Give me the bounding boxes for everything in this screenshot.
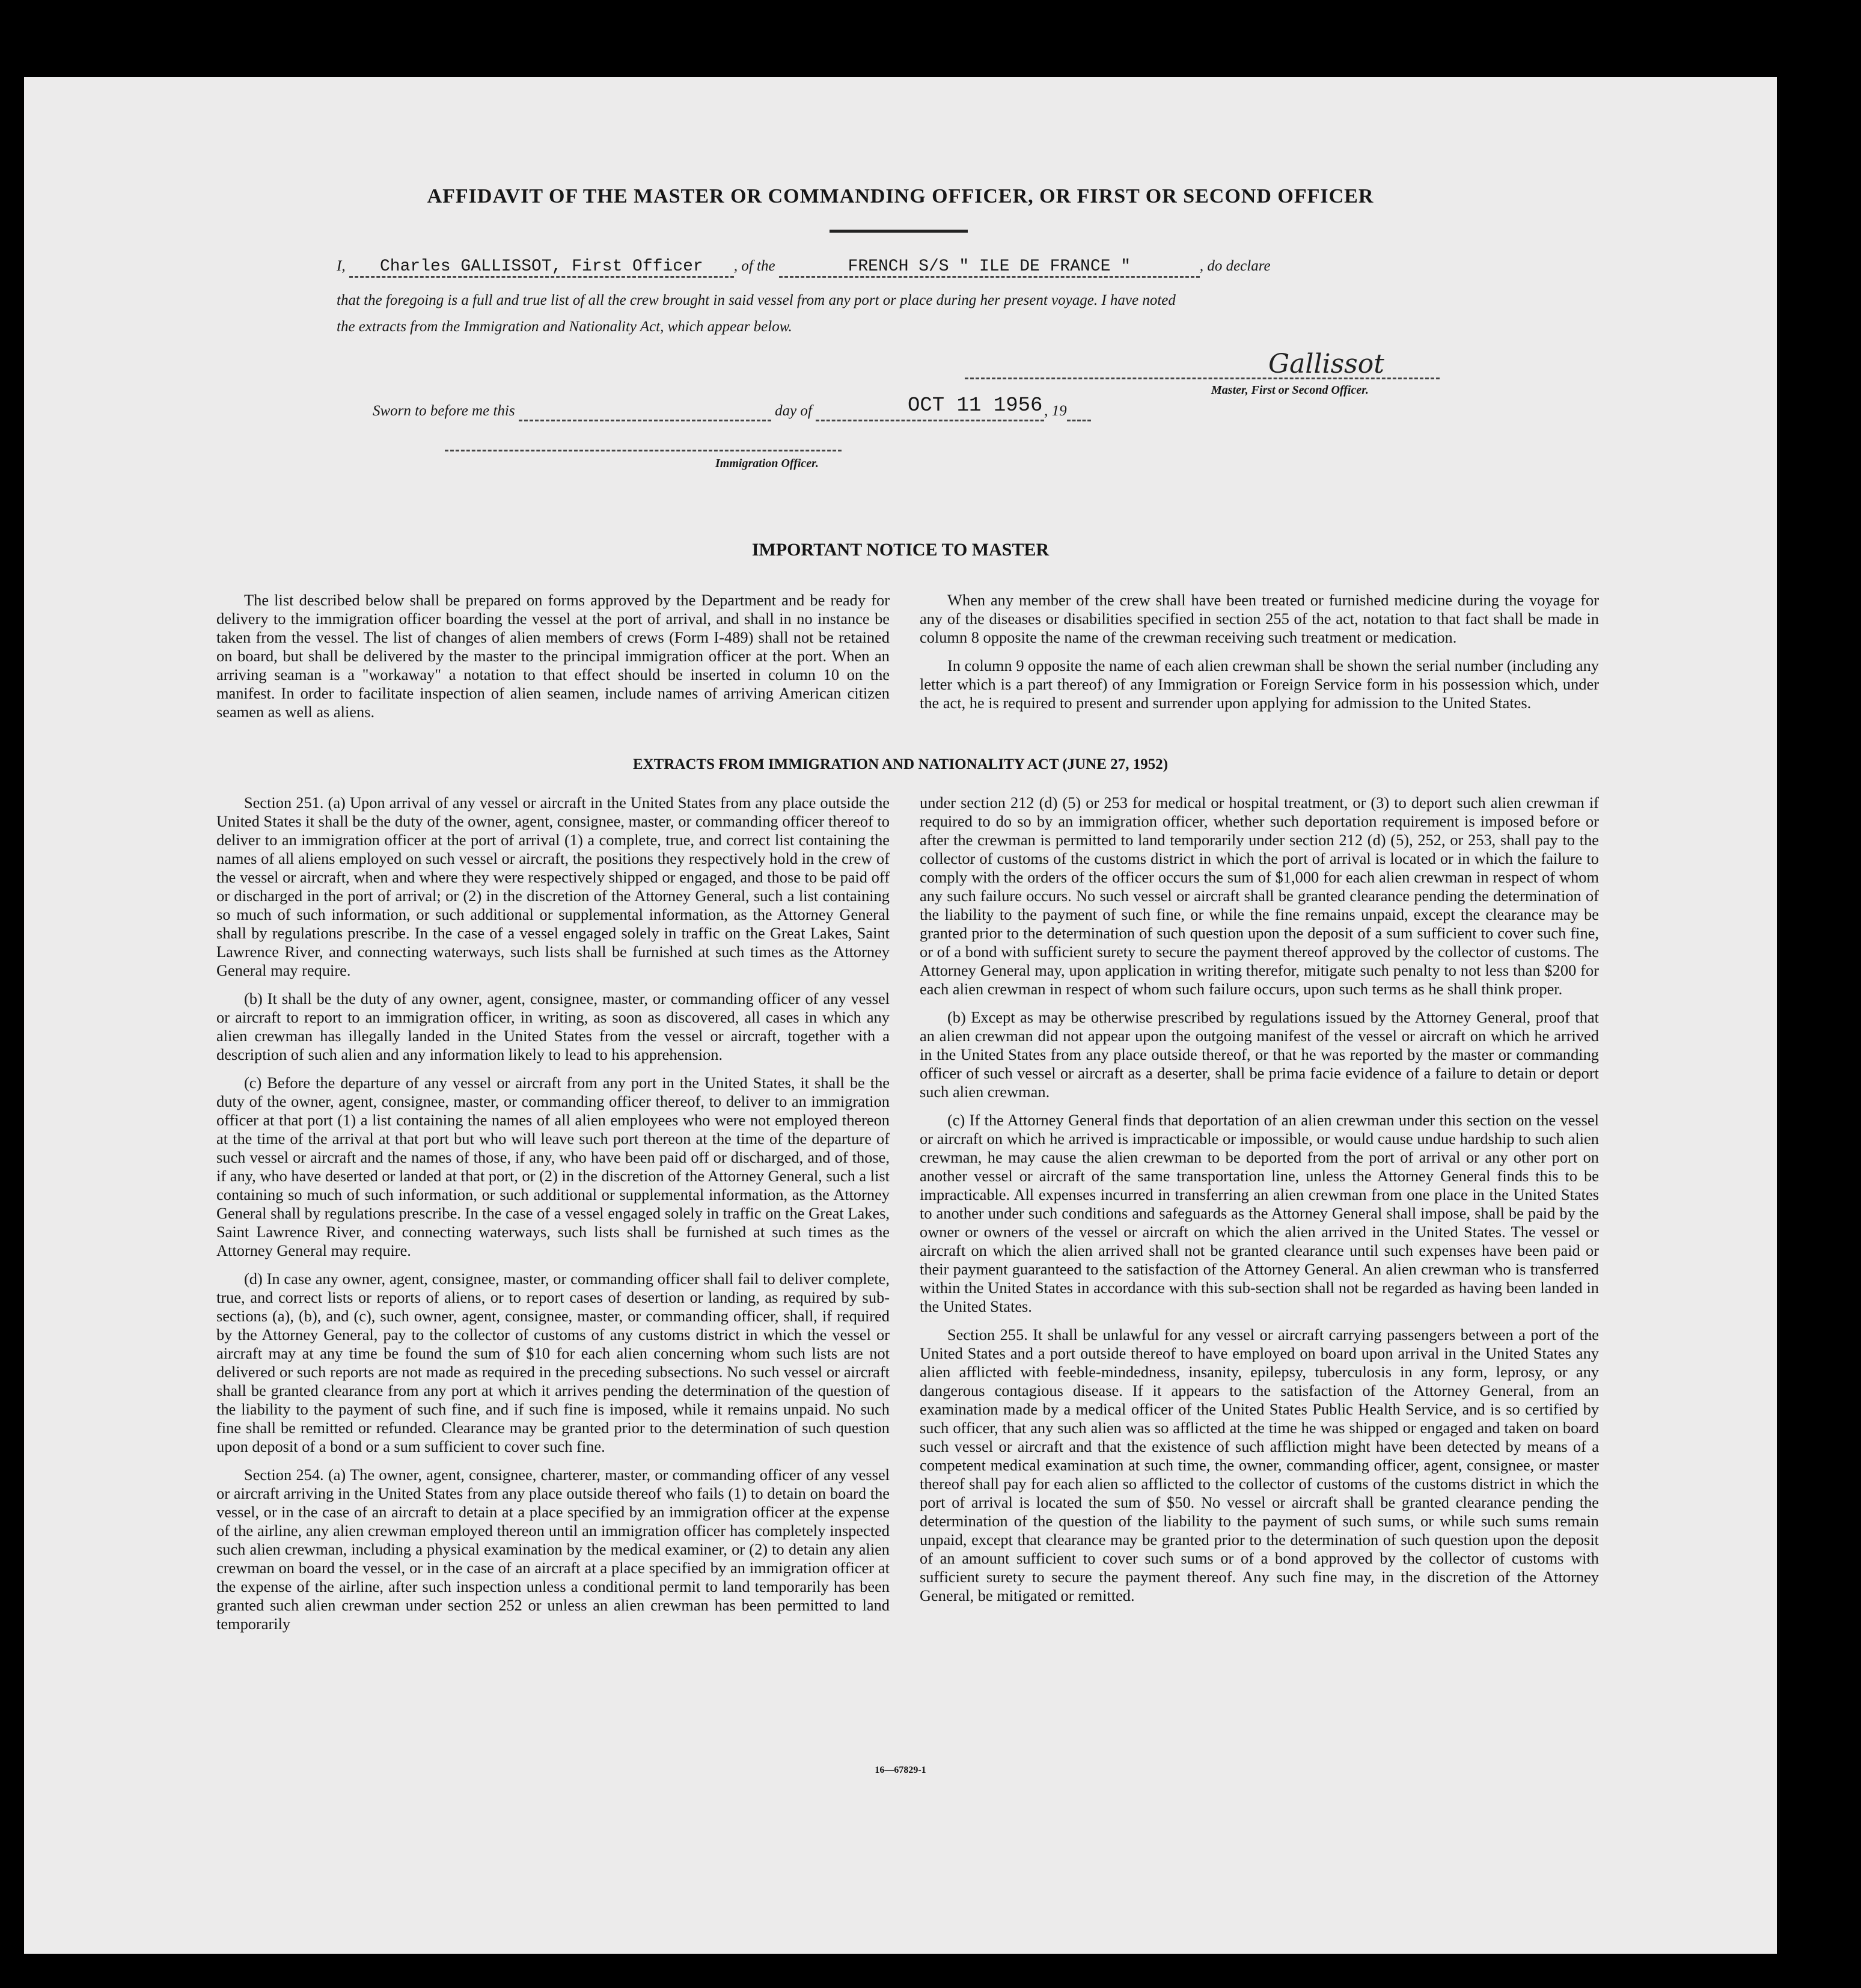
signature-caption: Master, First or Second Officer. (1211, 384, 1369, 397)
section-251-b: (b) It shall be the duty of any owner, agent, consignee, master, or commanding officer of any vessel or aircraft to report to an immigration officer, in writing, as soon as discovered, all cases in which any alien crewman has illegally landed in the United States from the vessel or aircraft, together with a description of such alien and any information likely to lead to his apprehension. (216, 989, 890, 1063)
sworn-year-blank (1067, 403, 1091, 421)
extracts-heading: EXTRACTS FROM IMMIGRATION AND NATIONALITY ACT (JUNE 27, 1952) (632, 756, 1169, 772)
officer-signature: Gallissot (1268, 349, 1384, 379)
extracts-left-column (216, 794, 890, 1643)
sworn-day-of: day of (775, 403, 812, 419)
section-254-a-continued: under section 212 (d) (5) or 253 for medical or hospital treatment, or (3) to deport such alien crewman if required to do so by an immigration officer, whether such deportation requirement is imposed before or after the crewman is permitted to land temporarily under section 212 (d) (5), 252, or 253, shall pay to the collector of customs of the customs district in which the port of arrival is located or in which the failure to comply with the orders of the officer occurs the sum of $1,000 for each alien crewman in respect of whom any such failure occurs. No such vessel or aircraft shall be granted clearance pending the determination of the liability to the payment of such fine, or while the fine remains unpaid, except the clearance may be granted prior to the determination of such question upon the deposit of a sum sufficient to cover such fine, or of a bond with sufficient surety to secure the payment thereof approved by the collector of customs. The Attorney General may, upon application in writing therefor, mitigate such penalty to not less than $200 for each alien crewman in respect of whom such failure occurs, upon such terms as he shall think proper. (920, 794, 1599, 998)
declaration-do-declare: , do declare (1199, 258, 1271, 274)
declaration-of-the: , of the (733, 258, 775, 274)
document-title: AFFIDAVIT OF THE MASTER OR COMMANDING OFFICER, OR FIRST OR SECOND OFFICER (427, 185, 1374, 207)
immigration-officer-label: Immigration Officer. (715, 457, 819, 470)
extracts-right-column (920, 794, 1599, 1615)
date-stamp: OCT 11 1956 (908, 394, 1043, 417)
sworn-year-prefix: , 19 (1044, 403, 1067, 419)
sworn-day-blank (519, 403, 771, 421)
declarant-name: Charles GALLISSOT, First Officer (349, 257, 734, 278)
immigration-officer-line (445, 450, 842, 451)
declaration-prefix: I, (337, 258, 346, 274)
declaration-line-3: the extracts from the Immigration and Nationality Act, which appear below. (337, 319, 792, 335)
notice-right-paragraph-2: In column 9 opposite the name of each alien crewman shall be shown the serial number (including any letter which is a part thereof) of any Immigration or Foreign Service form in his possession which, under the act, he is required to present and surrender upon applying for admission to the United States. (920, 656, 1599, 712)
document-sheet (24, 77, 1777, 1954)
section-254-c: (c) If the Attorney General finds that deportation of an alien crewman under this section on the vessel or aircraft on which he arrived is impracticable or impossible, or would cause undue hardship to such alien crewman, he may cause the alien crewman to be deported from the port of arrival or any other port on another vessel or aircraft of the same transportation line, unless the Attorney General finds this to be impracticable. All expenses incurred in transferring an alien crewman from one place in the United States to another under such conditions and safeguards as the Attorney General shall impose, shall be paid by the owner or owners of the vessel or aircraft on which the alien arrived in the United States. The vessel or aircraft on which the alien arrived shall not be granted clearance until such expenses have been paid or their payment guaranteed to the satisfaction of the Attorney General. An alien crewman who is transferred within the United States in accordance with this sub-section shall not be regarded as having been landed in the United States. (920, 1111, 1599, 1315)
section-255: Section 255. It shall be unlawful for any vessel or aircraft carrying passengers between a port of the United States and a port outside thereof to have employed on board upon arrival in the United States any alien afflicted with feeble-mindedness, insanity, epilepsy, tuberculosis in any form, leprosy, or any dangerous contagious disease. If it appears to the satisfaction of the Attorney General, from an examination made by a medical officer of the United States Public Health Service, and is so certified by such officer, that any such alien was so afflicted at the time he was shipped or engaged and taken on board such vessel or aircraft and that the existence of such affliction might have been detected by means of a competent medical examination at such time, the owner, commanding officer, agent, consignee, or master thereof shall pay for each alien so afflicted to the collector of customs of the customs district in which the port of arrival is located the sum of $50. No vessel or aircraft shall be granted clearance pending the determination of the question of the liability to the payment of such sums, or while such sums remain unpaid, except that clearance may be granted prior to the determination of such question upon the deposit of an amount sufficient to cover such sums or of a bond approved by the collector of customs with sufficient surety to secure the payment thereof. Any such fine may, in the discretion of the Attorney General, be mitigated or remitted. (920, 1326, 1599, 1604)
notice-left-paragraph: The list described below shall be prepared on forms approved by the Department and be ready for delivery to the immigration officer boarding the vessel at the port of arrival, and shall in no instance be taken from the vessel. The list of changes of alien members of crews (Form I-489) shall not be retained on board, but shall be delivered by the master to the principal immigration officer at the port. When an arriving seaman is a "workaway" a notation to that effect should be inserted in column 10 on the manifest. In order to facilitate inspection of alien seamen, include names of arriving American citizen seamen as well as aliens. (216, 591, 890, 721)
section-254-b: (b) Except as may be otherwise prescribed by regulations issued by the Attorney General, proof that an alien crewman did not appear upon the outgoing manifest of the vessel or aircraft on which he arrived in the United States from any place outside thereof, or that he was reported by the master or commanding officer of such vessel or aircraft as a deserter, shall be prima facie evidence of a failure to detain or deport such alien crewman. (920, 1008, 1599, 1101)
section-254-a: Section 254. (a) The owner, agent, consignee, charterer, master, or commanding officer of any vessel or aircraft arriving in the United States from any place outside thereof who fails (1) to detain on board the vessel, or in the case of an aircraft to detain at a place specified by an immigration officer at the expense of the airline, any alien crewman employed thereon until an immigration officer has completely inspected such alien crewman, including a physical examination by the medical examiner, or (2) to detain any alien crewman on board the vessel, or in the case of an aircraft at a place specified by an immigration officer at the expense of the airline, after such inspection unless a conditional permit to land temporarily has been granted such alien crewman under section 252 or unless an alien crewman has been permitted to land temporarily (216, 1466, 890, 1633)
form-number: 16—67829-1 (875, 1765, 926, 1775)
notice-left-column (216, 591, 890, 731)
title-rule (830, 230, 968, 233)
sworn-prefix: Sworn to before me this (373, 403, 515, 419)
notice-heading: IMPORTANT NOTICE TO MASTER (751, 540, 1050, 560)
section-251-d: (d) In case any owner, agent, consignee, master, or commanding officer shall fail to deliver complete, true, and correct lists or reports of aliens, or to report cases of desertion or landing, as required by sub-sections (a), (b), and (c), such owner, agent, consignee, master, or commanding officer, shall, if required by the Attorney General, pay to the collector of customs of any customs district in which the vessel or aircraft may at any time be found the sum of $10 for each alien concerning whom such lists are not delivered or such reports are not made as required in the preceding subsections. No such vessel or aircraft shall be granted clearance from any port at which it arrives pending the determination of the question of the liability to the payment of such fine, and if such fine is imposed, while it remains unpaid. No such fine shall be remitted or refunded. Clearance may be granted prior to the determination of such question upon deposit of a bond or a sum sufficient to cover such fine. (216, 1270, 890, 1455)
section-251-c: (c) Before the departure of any vessel or aircraft from any port in the United States, it shall be the duty of the owner, agent, consignee, master, or commanding officer thereof, to deliver to an immigration officer at that port (1) a list containing the names of all alien employees who were not employed thereon at the time of the arrival at that port but who will leave such port thereon at the time of the departure of such vessel or aircraft and the names of those, if any, who have been paid off or discharged, and of those, if any, who have deserted or landed at that port, or (2) in the discretion of the Attorney General, such a list containing so much of such information, or such additional or supplemental information, as the Attorney General shall by regulations prescribe. In the case of a vessel engaged solely in traffic on the Great Lakes, Saint Lawrence River, and connecting waterways, such lists shall be furnished at such times as the Attorney General may require. (216, 1074, 890, 1259)
section-251-a: Section 251. (a) Upon arrival of any vessel or aircraft in the United States from any place outside the United States it shall be the duty of the owner, agent, consignee, master, or commanding officer thereof to deliver to an immigration officer at the port of arrival (1) a complete, true, and correct list containing the names of all aliens employed on such vessel or aircraft, the positions they respectively hold in the crew of the vessel or aircraft, when and where they were respectively shipped or engaged, and those to be paid off or discharged in the port of arrival; or (2) in the discretion of the Attorney General, such a list containing so much of such information, or such additional or supplemental information, as the Attorney General shall by regulations prescribe. In the case of a vessel engaged solely in traffic on the Great Lakes, Saint Lawrence River, and connecting waterways, such lists shall be furnished at such times as the Attorney General may require. (216, 794, 890, 979)
declaration-line-1 (337, 257, 1479, 278)
notice-right-column (920, 591, 1599, 722)
notice-right-paragraph-1: When any member of the crew shall have been treated or furnished medicine during the voyage for any of the diseases or disabilities specified in section 255 of the act, notation to that fact shall be made in column 8 opposite the name of the crewman receiving such treatment or medication. (920, 591, 1599, 646)
declaration-line-2: that the foregoing is a full and true list of all the crew brought in said vessel from any port or place during her present voyage. I have noted (337, 292, 1176, 308)
vessel-name: FRENCH S/S " ILE DE FRANCE " (779, 257, 1200, 278)
sworn-line (373, 403, 1274, 421)
